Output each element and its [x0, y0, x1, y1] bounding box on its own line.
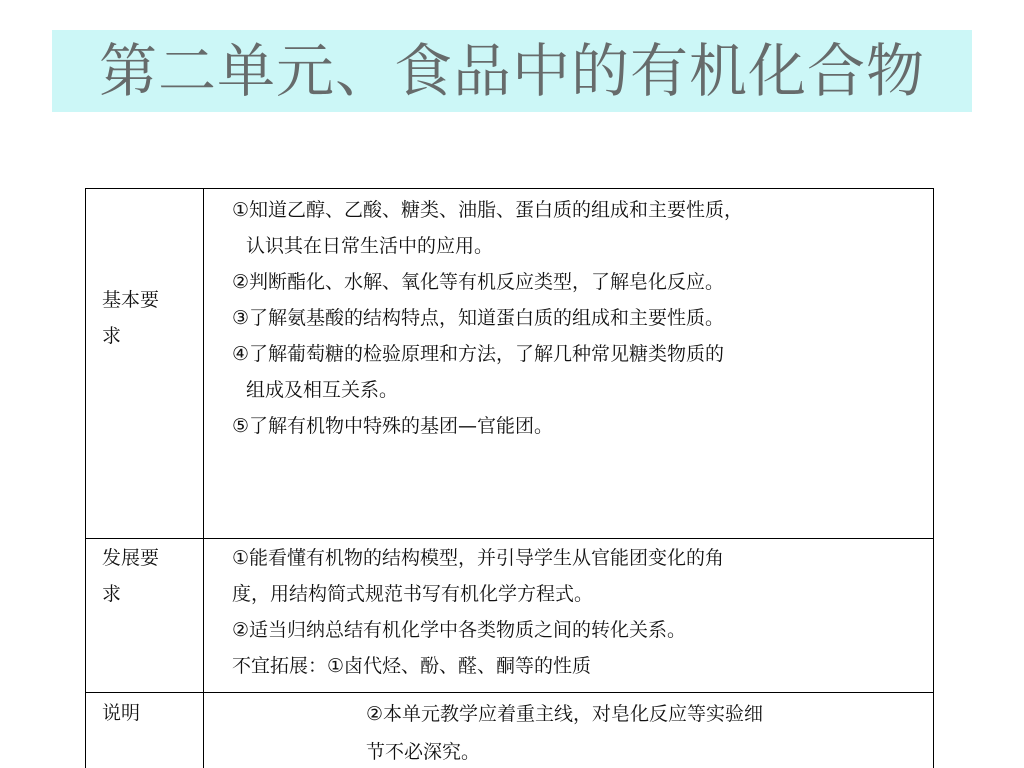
- slide-title: 第二单元、食品中的有机化合物: [98, 37, 925, 105]
- table-row-basic-requirements: [86, 189, 934, 539]
- requirements-table: [85, 188, 934, 768]
- row-content-cell: [204, 189, 934, 539]
- row-label-cell: [86, 539, 204, 693]
- requirement-line: 组成及相互关系。: [246, 379, 399, 401]
- requirement-line: ④了解葡萄糖的检验原理和方法，了解几种常见糖类物质的: [232, 343, 725, 365]
- requirement-line: ①知道乙醇、乙酸、糖类、油脂、蛋白质的组成和主要性质，: [232, 199, 744, 221]
- row-label: 发展要求: [102, 547, 160, 605]
- row-content-cell: [204, 539, 934, 693]
- requirement-line: 不宜拓展：①卤代烃、酚、醛、酮等的性质: [232, 655, 592, 677]
- row-label-cell: [86, 693, 204, 768]
- note-line: ②本单元教学应着重主线，对皂化反应等实验细: [366, 703, 764, 725]
- requirement-line: 认识其在日常生活中的应用。: [246, 235, 494, 257]
- requirement-line: ①能看懂有机物的结构模型，并引导学生从官能团变化的角: [232, 547, 725, 569]
- requirement-line: ③了解氨基酸的结构特点，知道蛋白质的组成和主要性质。: [232, 307, 725, 329]
- title-banner: [52, 30, 972, 112]
- requirement-line: 度，用结构简式规范书写有机化学方程式。: [232, 583, 594, 605]
- requirement-line: ②适当归纳总结有机化学中各类物质之间的转化关系。: [232, 619, 687, 641]
- row-label-cell: [86, 189, 204, 539]
- requirement-line: ②判断酯化、水解、氧化等有机反应类型，了解皂化反应。: [232, 271, 725, 293]
- row-content-cell: [204, 693, 934, 768]
- row-label: 基本要求: [102, 289, 160, 347]
- table-row-notes: [86, 693, 934, 768]
- note-line: 节不必深究。: [366, 741, 481, 763]
- table-row-development-requirements: [86, 539, 934, 693]
- requirement-line: ⑤了解有机物中特殊的基团—官能团。: [232, 415, 554, 437]
- row-label: 说明: [102, 702, 141, 724]
